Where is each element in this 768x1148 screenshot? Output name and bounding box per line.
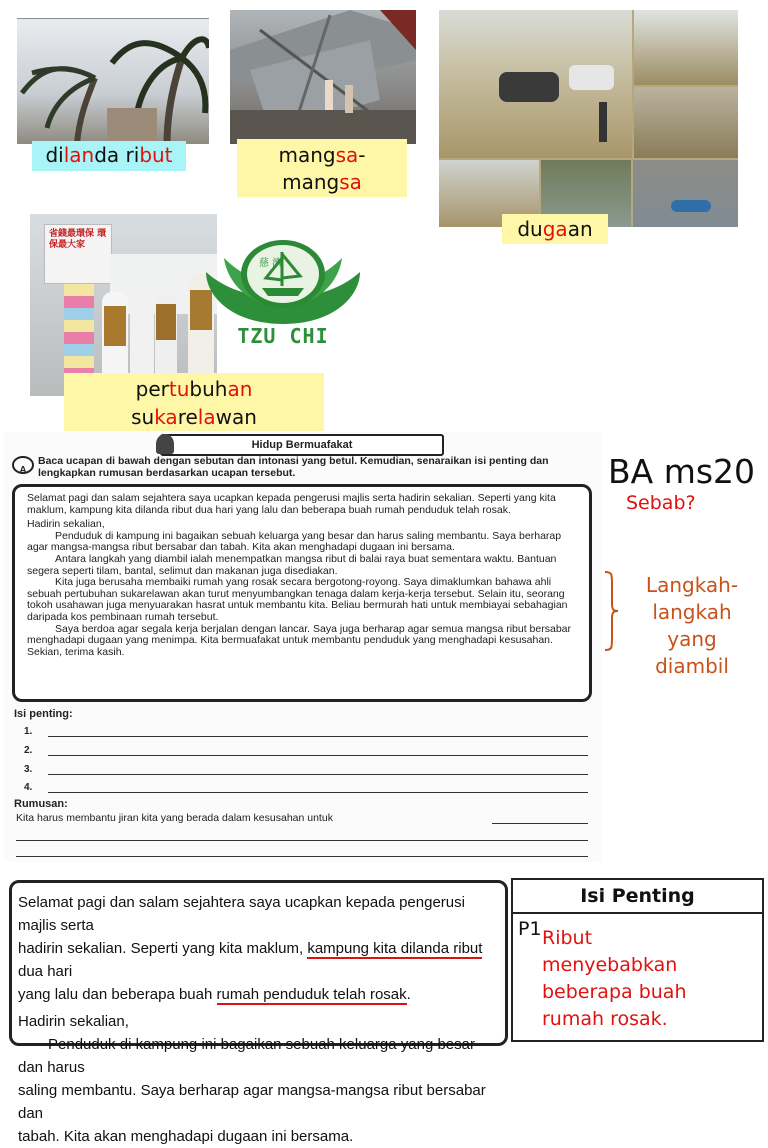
isi-number-4: 4.: [24, 782, 33, 793]
worksheet-scan: [4, 432, 602, 862]
langkah-line-3: yang: [667, 627, 717, 651]
speech-paragraph-2: Penduduk di kampung ini bagaikan sebuah keluarga yang besar dan harus saling membantu. Saya berharap agar mangsa-mangsa ribut bersabar dan tabah. Kita akan menghadapi dugaan ini bersama.: [27, 529, 562, 554]
isi-number-1: 1.: [24, 726, 33, 737]
page-reference: BA ms20: [608, 452, 756, 491]
lotus-icon: [202, 236, 364, 326]
banner-sign: [44, 224, 112, 284]
speech-box: [12, 484, 592, 702]
collapsed-house-photo: [230, 10, 416, 144]
rumusan-line-2[interactable]: [16, 840, 588, 841]
isi-penting-label: Isi penting:: [14, 708, 73, 720]
worksheet-mascot-icon: [156, 434, 174, 454]
answer-line-2[interactable]: [48, 755, 588, 756]
excerpt-line-4: Hadirin sekalian,: [18, 1013, 129, 1030]
point-text: Ribut menyebabkan beberapa buah rumah rosak.: [542, 927, 687, 1030]
speech-closing: Sekian, terima kasih.: [27, 645, 125, 658]
rumusan-line-1[interactable]: [492, 823, 588, 824]
answer-line-1[interactable]: [48, 736, 588, 737]
label-dugaan: dugaan: [502, 214, 608, 244]
worksheet-instruction: Baca ucapan di bawah dengan sebutan dan intonasi yang betul. Kemudian, senaraikan isi penting dan lengkapkan rumusan berdasarkan ucapan tersebut.: [38, 455, 549, 479]
speech-paragraph-1: Selamat pagi dan salam sejahtera saya ucapkan kepada pengerusi majlis serta hadirin sekalian. Seperti yang kita maklum, kampung kita dilanda ribut dua hari yang lalu dan beberapa buah rumah penduduk telah rosak.: [27, 492, 556, 516]
sebab-note: Sebab?: [626, 492, 696, 514]
point-label: P1: [518, 918, 542, 940]
speech-paragraph-5: Saya berdoa agar segala kerja berjalan dengan lancar. Saya juga berharap agar semua mangsa ribut bersabar menghadapi dugaan yang menimpa. Kita bermuafakat untuk membantu penduduk yang menghadapi kesusahan.: [27, 622, 572, 647]
storm-photo: [17, 18, 209, 144]
excerpt-line-1: Selamat pagi dan salam sejahtera saya ucapkan kepada pengerusi majlis serta: [18, 894, 465, 934]
isi-number-3: 3.: [24, 764, 33, 775]
highlight-rumah-rosak: rumah penduduk telah rosak: [216, 986, 407, 1003]
answer-line-3[interactable]: [48, 774, 588, 775]
langkah-line-2: langkah: [652, 600, 732, 624]
storm-palm-illustration: [17, 18, 209, 144]
rumusan-line-3[interactable]: [16, 856, 588, 857]
worksheet-title: Hidup Bermuafakat: [251, 439, 353, 451]
excerpt-line-5: Penduduk di kampung ini bagaikan sebuah keluarga yang besar dan harus: [18, 1036, 475, 1076]
isi-penting-header: Isi Penting: [513, 880, 762, 914]
isi-penting-box: [511, 878, 764, 1042]
debris-illustration: [230, 10, 416, 144]
excerpt-line-3: yang lalu dan beberapa buah rumah penduduk telah rosak.: [18, 986, 411, 1003]
excerpt-line-7: tabah. Kita akan menghadapi dugaan ini bersama.: [18, 1128, 354, 1145]
label-pertubuhan-sukarelawan: pertubuhan sukarelawan: [64, 373, 324, 431]
speech-greeting: Hadirin sekalian,: [27, 518, 105, 531]
bracket-icon: [602, 570, 620, 652]
flood-collage-photo: [439, 10, 738, 227]
label-mangsa-mangsa: mangsa- mangsa: [237, 139, 407, 197]
volunteers-photo: [30, 214, 217, 396]
langkah-line-4: diambil: [655, 654, 729, 678]
worksheet-title-bar: [160, 434, 444, 456]
langkah-note: [622, 572, 762, 680]
tzu-chi-logo: [202, 236, 364, 354]
isi-number-2: 2.: [24, 745, 33, 756]
logo-text: TZU CHI: [237, 324, 329, 348]
speech-paragraph-3: Antara langkah yang diambil ialah menempatkan mangsa ribut di balai raya buat sementara waktu. Bantuan segera seperti tilam, bantal, selimut dan makanan juga disediakan.: [27, 552, 557, 577]
answer-line-4[interactable]: [48, 792, 588, 793]
rumusan-text: Kita harus membantu jiran kita yang berada dalam kesusahan untuk: [16, 812, 333, 824]
section-letter: A: [19, 465, 27, 476]
section-letter-badge: [12, 456, 34, 474]
excerpt-line-2: hadirin sekalian. Seperti yang kita maklum, kampung kita dilanda ribut dua hari: [18, 940, 483, 980]
label-dilanda-ribut: dilanda ribut: [32, 141, 186, 171]
rumusan-label: Rumusan:: [14, 798, 68, 810]
excerpt-line-6: saling membantu. Saya berharap agar mangsa-mangsa ribut bersabar dan: [18, 1082, 486, 1122]
speech-excerpt-zoom: [9, 880, 508, 1145]
logo-glyphs: 慈 濟: [259, 258, 283, 269]
banner-sign-text: 省錢最環保 環保最大家: [49, 229, 107, 250]
highlight-kampung-dilanda-ribut: kampung kita dilanda ribut: [307, 940, 483, 957]
speech-paragraph-4: Kita juga berusaha membaiki rumah yang rosak secara bergotong-royong. Saya dimaklumkan bahawa ahli sebuah pertubuhan sukarelawan akan turut menyumbangkan tenaga dalam kerja-kerja tersebut. Selain itu, seorang tokoh usahawan juga menyuarakan hasrat untuk membantu kita. Beliau bermurah hati untuk membiayai sebahagian daripada kos pembinaan rumah tersebut.: [27, 576, 568, 623]
langkah-line-1: Langkah-: [645, 573, 739, 597]
